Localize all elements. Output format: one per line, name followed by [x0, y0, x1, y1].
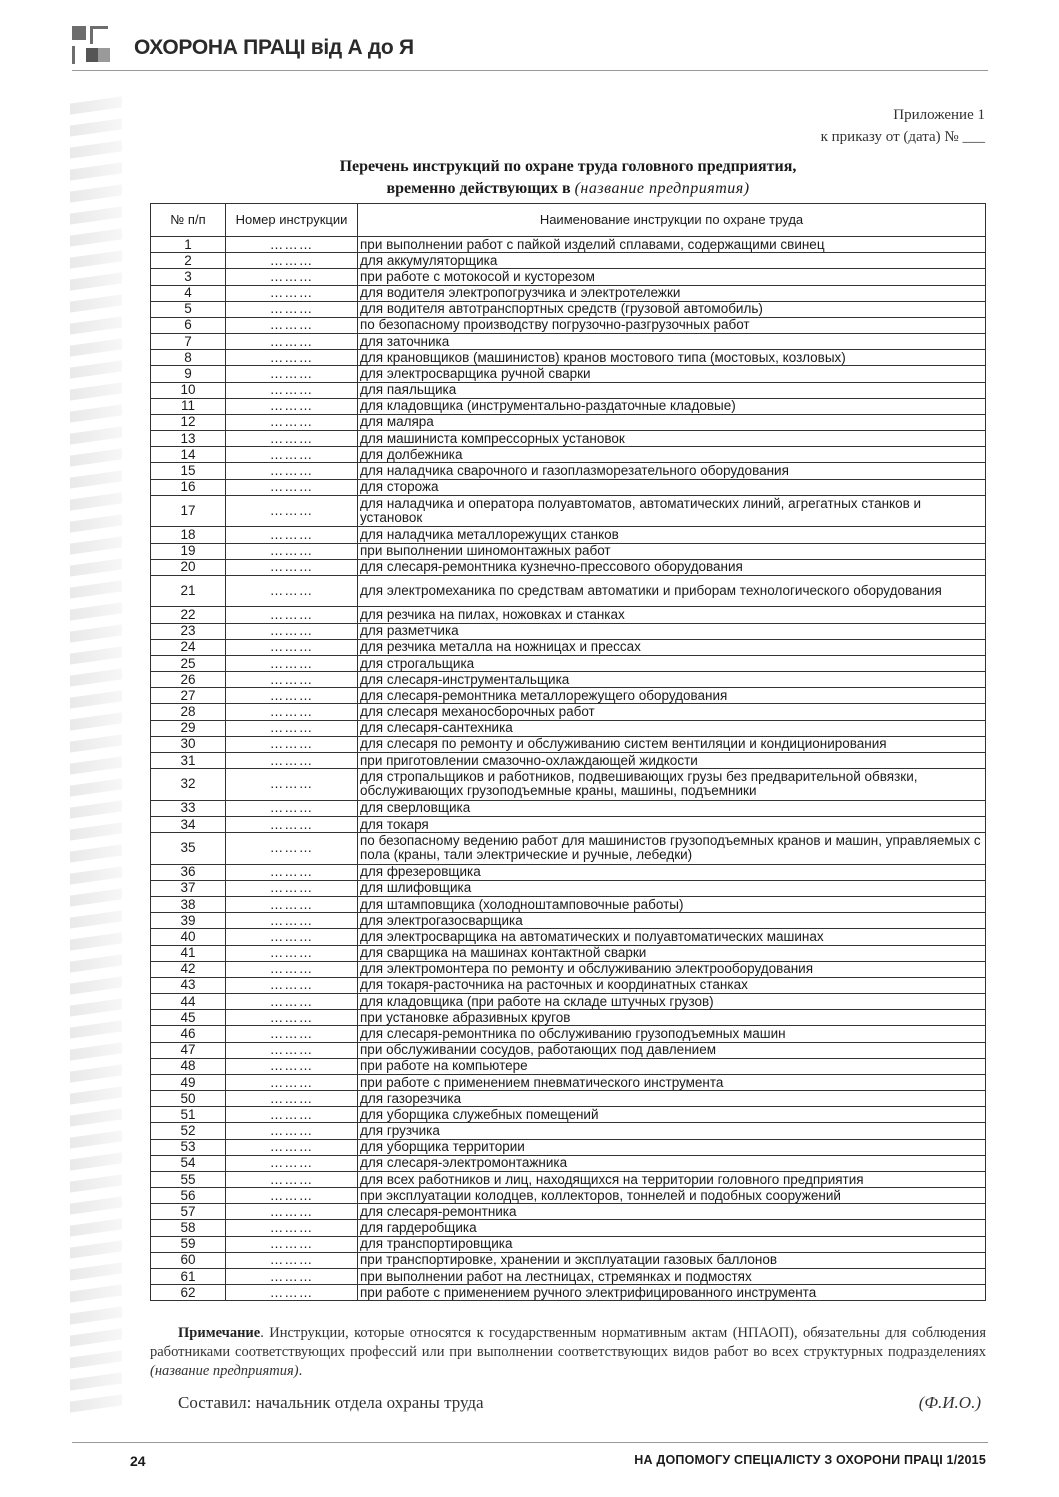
table-row — [151, 769, 986, 801]
row-number: 5 — [151, 301, 226, 317]
instruction-number-placeholder: ……… — [226, 1058, 358, 1074]
instruction-number-placeholder: ……… — [226, 1107, 358, 1123]
instruction-name: при работе с применением ручного электрифицированного инструмента — [358, 1285, 986, 1301]
instruction-number-placeholder: ……… — [226, 366, 358, 382]
instruction-name: для транспортировщика — [358, 1236, 986, 1252]
row-number: 48 — [151, 1058, 226, 1074]
row-number: 1 — [151, 237, 226, 253]
table-row — [151, 753, 986, 769]
page-number: 24 — [130, 1453, 146, 1469]
instruction-name: для электрогазосварщика — [358, 913, 986, 929]
instruction-name: для электросварщика на автоматических и полуавтоматических машинах — [358, 929, 986, 945]
instruction-name: для слесаря-ремонтника — [358, 1204, 986, 1220]
instruction-number-placeholder: ……… — [226, 913, 358, 929]
instruction-name: для слесаря-ремонтника кузнечно-прессового оборудования — [358, 559, 986, 575]
instruction-name: при транспортировке, хранении и эксплуатации газовых баллонов — [358, 1252, 986, 1268]
instruction-number-placeholder: ……… — [226, 672, 358, 688]
table-row — [151, 398, 986, 414]
row-number: 45 — [151, 1010, 226, 1026]
table-row — [151, 1010, 986, 1026]
instruction-name: при выполнении работ на лестницах, стремянках и подмостях — [358, 1269, 986, 1285]
magazine-issue: НА ДОПОМОГУ СПЕЦІАЛІСТУ З ОХОРОНИ ПРАЦІ 1/2015 — [634, 1453, 986, 1467]
row-number: 19 — [151, 543, 226, 559]
table-row — [151, 1236, 986, 1252]
table-row — [151, 1042, 986, 1058]
instruction-name: для резчика металла на ножницах и прессах — [358, 639, 986, 655]
instruction-number-placeholder: ……… — [226, 317, 358, 333]
instruction-number-placeholder: ……… — [226, 1026, 358, 1042]
instruction-number-placeholder: ……… — [226, 1236, 358, 1252]
instruction-number-placeholder: ……… — [226, 431, 358, 447]
instruction-name: по безопасному производству погрузочно-разгрузочных работ — [358, 317, 986, 333]
table-row — [151, 479, 986, 495]
instruction-number-placeholder: ……… — [226, 334, 358, 350]
row-number: 2 — [151, 253, 226, 269]
table-row — [151, 864, 986, 880]
table-row — [151, 237, 986, 253]
row-number: 37 — [151, 880, 226, 896]
instruction-name: для сторожа — [358, 479, 986, 495]
row-number: 44 — [151, 994, 226, 1010]
instruction-number-placeholder: ……… — [226, 1269, 358, 1285]
instruction-number-placeholder: ……… — [226, 1171, 358, 1187]
row-number: 24 — [151, 639, 226, 655]
instruction-name: при установке абразивных кругов — [358, 1010, 986, 1026]
instruction-name: для машиниста компрессорных установок — [358, 431, 986, 447]
instruction-name: при работе с мотокосой и кусторезом — [358, 269, 986, 285]
instruction-number-placeholder: ……… — [226, 575, 358, 607]
table-row — [151, 1269, 986, 1285]
table-row — [151, 1139, 986, 1155]
instruction-number-placeholder: ……… — [226, 253, 358, 269]
instruction-name: для слесаря механосборочных работ — [358, 704, 986, 720]
row-number: 62 — [151, 1285, 226, 1301]
page-header — [72, 24, 988, 71]
instruction-name: для электромонтера по ремонту и обслуживанию электрооборудования — [358, 961, 986, 977]
row-number: 16 — [151, 479, 226, 495]
table-row — [151, 1188, 986, 1204]
row-number: 61 — [151, 1269, 226, 1285]
instruction-name: для фрезеровщика — [358, 864, 986, 880]
table-row — [151, 1026, 986, 1042]
row-number: 13 — [151, 431, 226, 447]
table-row — [151, 1058, 986, 1074]
row-number: 52 — [151, 1123, 226, 1139]
row-number: 22 — [151, 607, 226, 623]
instruction-number-placeholder: ……… — [226, 753, 358, 769]
table-row — [151, 736, 986, 752]
table-row — [151, 1252, 986, 1268]
row-number: 54 — [151, 1155, 226, 1171]
row-number: 47 — [151, 1042, 226, 1058]
row-number: 38 — [151, 897, 226, 913]
instruction-name: для долбежника — [358, 447, 986, 463]
instruction-name: для стропальщиков и работников, подвешивающих грузы без предварительной обвязки, обслуживающих грузоподъемные краны, машины, подъемники — [358, 769, 986, 801]
instruction-number-placeholder: ……… — [226, 301, 358, 317]
table-row — [151, 655, 986, 671]
instruction-number-placeholder: ……… — [226, 816, 358, 832]
table-row — [151, 269, 986, 285]
row-number: 43 — [151, 977, 226, 993]
row-number: 4 — [151, 285, 226, 301]
instruction-name: для слесаря-ремонтника металлорежущего оборудования — [358, 688, 986, 704]
instruction-name: для строгальщика — [358, 655, 986, 671]
instruction-name: для водителя электропогрузчика и электротележки — [358, 285, 986, 301]
instruction-name: для водителя автотранспортных средств (грузовой автомобиль) — [358, 301, 986, 317]
instruction-name: для маляра — [358, 414, 986, 430]
instruction-name: для гардеробщика — [358, 1220, 986, 1236]
instruction-number-placeholder: ……… — [226, 285, 358, 301]
row-number: 40 — [151, 929, 226, 945]
instruction-name: для заточника — [358, 334, 986, 350]
instruction-name: для токаря — [358, 816, 986, 832]
row-number: 41 — [151, 945, 226, 961]
instruction-number-placeholder: ……… — [226, 607, 358, 623]
title-line-2-text: временно действующих в — [386, 180, 571, 197]
row-number: 10 — [151, 382, 226, 398]
table-row — [151, 688, 986, 704]
instruction-name: для крановщиков (машинистов) кранов мостового типа (мостовых, козловых) — [358, 350, 986, 366]
instruction-name: для резчика на пилах, ножовках и станках — [358, 607, 986, 623]
row-number: 12 — [151, 414, 226, 430]
title-line-1: Перечень инструкций по охране труда головного предприятия, — [339, 158, 797, 175]
row-number: 21 — [151, 575, 226, 607]
instruction-number-placeholder: ……… — [226, 833, 358, 865]
table-header-row — [151, 204, 986, 237]
table-row — [151, 285, 986, 301]
instruction-number-placeholder: ……… — [226, 479, 358, 495]
table-row — [151, 623, 986, 639]
table-row — [151, 704, 986, 720]
instruction-number-placeholder: ……… — [226, 704, 358, 720]
table-row — [151, 1107, 986, 1123]
table-row — [151, 994, 986, 1010]
header-instruction-number: Номер инструкции — [226, 204, 358, 237]
instruction-number-placeholder: ……… — [226, 237, 358, 253]
table-row — [151, 366, 986, 382]
row-number: 8 — [151, 350, 226, 366]
instruction-number-placeholder: ……… — [226, 1074, 358, 1090]
instruction-name: для слесаря-сантехника — [358, 720, 986, 736]
instruction-number-placeholder: ……… — [226, 864, 358, 880]
table-row — [151, 317, 986, 333]
instruction-number-placeholder: ……… — [226, 543, 358, 559]
table-row — [151, 1091, 986, 1107]
title-line-2 — [150, 178, 986, 200]
table-row — [151, 495, 986, 527]
instruction-number-placeholder: ……… — [226, 559, 358, 575]
instruction-number-placeholder: ……… — [226, 414, 358, 430]
table-row — [151, 1220, 986, 1236]
instruction-number-placeholder: ……… — [226, 800, 358, 816]
row-number: 23 — [151, 623, 226, 639]
decorative-stripes — [70, 100, 122, 1420]
instruction-number-placeholder: ……… — [226, 269, 358, 285]
instruction-number-placeholder: ……… — [226, 1042, 358, 1058]
instruction-name: для грузчика — [358, 1123, 986, 1139]
table-row — [151, 880, 986, 896]
row-number: 36 — [151, 864, 226, 880]
table-row — [151, 253, 986, 269]
table-row — [151, 1204, 986, 1220]
table-row — [151, 1074, 986, 1090]
row-number: 25 — [151, 655, 226, 671]
table-row — [151, 1123, 986, 1139]
instruction-name: для слесаря-электромонтажника — [358, 1155, 986, 1171]
instruction-name: для слесаря-ремонтника по обслуживанию грузоподъемных машин — [358, 1026, 986, 1042]
instruction-name: для уборщика служебных помещений — [358, 1107, 986, 1123]
table-row — [151, 1155, 986, 1171]
instruction-name: для кладовщика (инструментально-раздаточные кладовые) — [358, 398, 986, 414]
table-row — [151, 720, 986, 736]
table-row — [151, 607, 986, 623]
table-row — [151, 334, 986, 350]
row-number: 34 — [151, 816, 226, 832]
instruction-number-placeholder: ……… — [226, 398, 358, 414]
instruction-number-placeholder: ……… — [226, 961, 358, 977]
instruction-name: при работе с применением пневматического инструмента — [358, 1074, 986, 1090]
row-number: 18 — [151, 527, 226, 543]
instruction-name: для шлифовщика — [358, 880, 986, 896]
instruction-name: для разметчика — [358, 623, 986, 639]
row-number: 31 — [151, 753, 226, 769]
instruction-number-placeholder: ……… — [226, 688, 358, 704]
instructions-table — [150, 203, 986, 1301]
row-number: 46 — [151, 1026, 226, 1042]
instruction-name: для всех работников и лиц, находящихся на территории головного предприятия — [358, 1171, 986, 1187]
instruction-name: для кладовщика (при работе на складе штучных грузов) — [358, 994, 986, 1010]
instruction-name: для штамповщика (холодноштамповочные работы) — [358, 897, 986, 913]
row-number: 59 — [151, 1236, 226, 1252]
row-number: 3 — [151, 269, 226, 285]
instruction-number-placeholder: ……… — [226, 1220, 358, 1236]
instruction-number-placeholder: ……… — [226, 1204, 358, 1220]
instruction-number-placeholder: ……… — [226, 977, 358, 993]
table-row — [151, 1285, 986, 1301]
instruction-number-placeholder: ……… — [226, 1252, 358, 1268]
note — [150, 1324, 986, 1381]
instruction-number-placeholder: ……… — [226, 382, 358, 398]
document-title — [150, 156, 986, 200]
table-row — [151, 527, 986, 543]
row-number: 39 — [151, 913, 226, 929]
instruction-name: для токаря-расточника на расточных и координатных станках — [358, 977, 986, 993]
row-number: 42 — [151, 961, 226, 977]
instruction-name: для газорезчика — [358, 1091, 986, 1107]
instruction-number-placeholder: ……… — [226, 945, 358, 961]
table-row — [151, 961, 986, 977]
table-row — [151, 1171, 986, 1187]
instruction-number-placeholder: ……… — [226, 769, 358, 801]
instruction-name: при выполнении работ с пайкой изделий сплавами, содержащими свинец — [358, 237, 986, 253]
instruction-number-placeholder: ……… — [226, 623, 358, 639]
table-row — [151, 929, 986, 945]
instruction-number-placeholder: ……… — [226, 495, 358, 527]
row-number: 53 — [151, 1139, 226, 1155]
table-row — [151, 816, 986, 832]
instruction-name: при работе на компьютере — [358, 1058, 986, 1074]
instruction-number-placeholder: ……… — [226, 1123, 358, 1139]
instruction-number-placeholder: ……… — [226, 994, 358, 1010]
row-number: 60 — [151, 1252, 226, 1268]
company-placeholder: (название предприятия) — [574, 180, 750, 197]
instruction-number-placeholder: ……… — [226, 1010, 358, 1026]
instruction-number-placeholder: ……… — [226, 880, 358, 896]
note-label: Примечание — [178, 1325, 261, 1341]
instruction-number-placeholder: ……… — [226, 720, 358, 736]
instruction-number-placeholder: ……… — [226, 655, 358, 671]
header-instruction-name: Наименование инструкции по охране труда — [358, 204, 986, 237]
instruction-name: при эксплуатации колодцев, коллекторов, тоннелей и подобных сооружений — [358, 1188, 986, 1204]
row-number: 17 — [151, 495, 226, 527]
instruction-name: при обслуживании сосудов, работающих под давлением — [358, 1042, 986, 1058]
table-row — [151, 913, 986, 929]
instruction-name: для электромеханика по средствам автоматики и приборам технологического оборудования — [358, 575, 986, 607]
instruction-number-placeholder: ……… — [226, 1139, 358, 1155]
row-number: 57 — [151, 1204, 226, 1220]
instruction-number-placeholder: ……… — [226, 639, 358, 655]
row-number: 7 — [151, 334, 226, 350]
row-number: 29 — [151, 720, 226, 736]
row-number: 33 — [151, 800, 226, 816]
instruction-number-placeholder: ……… — [226, 897, 358, 913]
table-row — [151, 639, 986, 655]
instruction-name: для аккумуляторщика — [358, 253, 986, 269]
instruction-name: для слесаря-инструментальщика — [358, 672, 986, 688]
signature-name-placeholder: (Ф.И.О.) — [918, 1393, 981, 1412]
table-row — [151, 977, 986, 993]
header-number: № п/п — [151, 204, 226, 237]
instruction-number-placeholder: ……… — [226, 1188, 358, 1204]
table-row — [151, 833, 986, 865]
magazine-logo-icon — [72, 26, 112, 66]
row-number: 51 — [151, 1107, 226, 1123]
instruction-name: при выполнении шиномонтажных работ — [358, 543, 986, 559]
magazine-title: ОХОРОНА ПРАЦІ від А до Я — [134, 36, 414, 59]
row-number: 6 — [151, 317, 226, 333]
row-number: 55 — [151, 1171, 226, 1187]
row-number: 15 — [151, 463, 226, 479]
instruction-number-placeholder: ……… — [226, 350, 358, 366]
table-row — [151, 350, 986, 366]
instruction-number-placeholder: ……… — [226, 1091, 358, 1107]
table-row — [151, 945, 986, 961]
instruction-name: для наладчика сварочного и газоплазморезательного оборудования — [358, 463, 986, 479]
row-number: 28 — [151, 704, 226, 720]
row-number: 14 — [151, 447, 226, 463]
instruction-name: для наладчика металлорежущих станков — [358, 527, 986, 543]
table-row — [151, 382, 986, 398]
table-row — [151, 575, 986, 607]
row-number: 26 — [151, 672, 226, 688]
row-number: 50 — [151, 1091, 226, 1107]
instruction-number-placeholder: ……… — [226, 929, 358, 945]
table-row — [151, 431, 986, 447]
row-number: 30 — [151, 736, 226, 752]
row-number: 56 — [151, 1188, 226, 1204]
table-row — [151, 559, 986, 575]
note-text: . Инструкции, которые относятся к государственным нормативным актам (НПАОП), обязательны для соблюдения работниками соответствующих профессий или при выполнении соответствующих видов работ во всех структурных подразделениях — [150, 1325, 986, 1360]
row-number: 32 — [151, 769, 226, 801]
appendix-reference — [821, 104, 985, 148]
appendix-label: Приложение 1 — [893, 107, 985, 123]
instruction-number-placeholder: ……… — [226, 1285, 358, 1301]
row-number: 27 — [151, 688, 226, 704]
row-number: 49 — [151, 1074, 226, 1090]
order-reference: к приказу от (дата) № ___ — [820, 129, 985, 145]
compiled-by: Составил: начальник отдела охраны труда — [178, 1393, 484, 1412]
instruction-number-placeholder: ……… — [226, 736, 358, 752]
row-number: 11 — [151, 398, 226, 414]
instruction-number-placeholder: ……… — [226, 1155, 358, 1171]
table-row — [151, 897, 986, 913]
table-row — [151, 414, 986, 430]
page-footer — [72, 1442, 988, 1469]
instruction-number-placeholder: ……… — [226, 463, 358, 479]
instruction-name: для сверловщика — [358, 800, 986, 816]
instruction-name: при приготовлении смазочно-охлаждающей жидкости — [358, 753, 986, 769]
table-row — [151, 543, 986, 559]
instruction-name: для электросварщика ручной сварки — [358, 366, 986, 382]
note-company-placeholder: (название предприятия) — [150, 1363, 299, 1379]
table-row — [151, 800, 986, 816]
table-row — [151, 672, 986, 688]
table-row — [151, 301, 986, 317]
instruction-name: для сварщика на машинах контактной сварки — [358, 945, 986, 961]
instruction-number-placeholder: ……… — [226, 527, 358, 543]
instruction-name: для паяльщика — [358, 382, 986, 398]
instruction-name: по безопасному ведению работ для машинистов грузоподъемных кранов и машин, управляемых с пола (краны, тали электрические и ручные, лебедки) — [358, 833, 986, 865]
row-number: 20 — [151, 559, 226, 575]
row-number: 9 — [151, 366, 226, 382]
instruction-name: для уборщика территории — [358, 1139, 986, 1155]
row-number: 58 — [151, 1220, 226, 1236]
table-row — [151, 447, 986, 463]
instruction-number-placeholder: ……… — [226, 447, 358, 463]
instruction-name: для наладчика и оператора полуавтоматов, автоматических линий, агрегатных станков и установок — [358, 495, 986, 527]
note-end: . — [298, 1363, 303, 1379]
table-row — [151, 463, 986, 479]
instruction-name: для слесаря по ремонту и обслуживанию систем вентиляции и кондиционирования — [358, 736, 986, 752]
row-number: 35 — [151, 833, 226, 865]
